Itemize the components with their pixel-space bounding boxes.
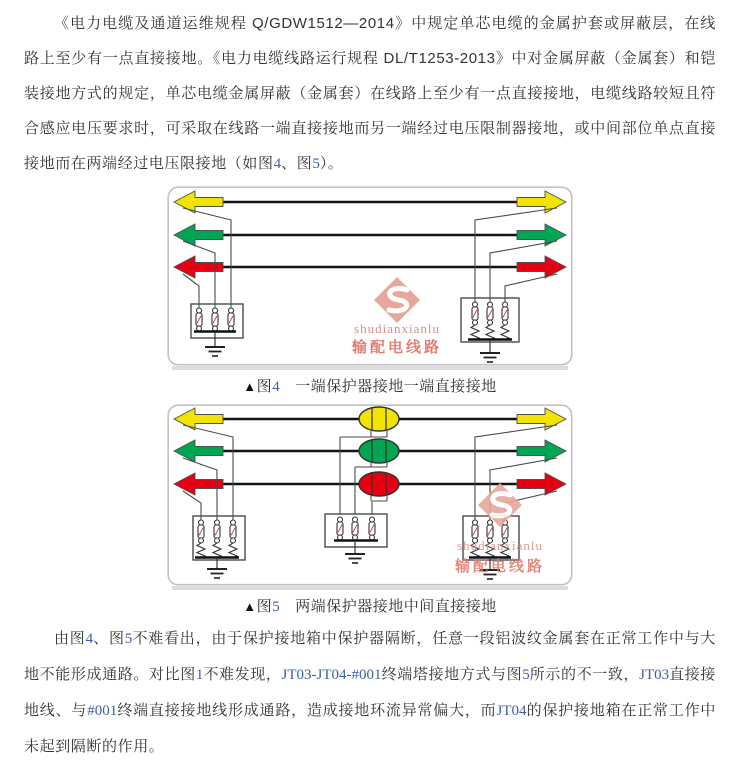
ground-link-icon — [212, 308, 218, 331]
figure-4 — [0, 186, 740, 399]
figure-5 — [0, 404, 740, 619]
caption-marker: ▲ — [243, 379, 257, 394]
figure-5-caption — [0, 595, 740, 619]
ground-link-icon — [196, 308, 202, 331]
ground-link-icon — [352, 517, 358, 540]
ground-link-icon — [369, 517, 375, 540]
paragraph-top: 《电力电缆及通道运维规程 Q/GDW1512—2014》中规定单芯电缆的金属护套或屏蔽层，在线路上至少有一点直接接地。《电力电缆线路运行规程 DL/T1253-2013》中对金属屏蔽（金属套）和铠装接地方式的规定，单芯电缆金属屏蔽（金属套）在线路上至少有一点直接接地，电缆线路较短且符合感应电压要求时，可采取在线路一端直接接地而另一端经过电压限制器接地，或中间部位单点直接接地而在两端经过电压限接地（如图4、图5）。 — [24, 15, 716, 172]
figure-bottom-strip — [172, 586, 568, 590]
watermark-text-cn: 输配电线路 — [351, 339, 443, 356]
figure-4-caption — [0, 375, 740, 399]
paragraph-bottom: 由图4、图5不难看出，由于保护接地箱中保护器隔断，任意一段铝波纹金属套在正常工作中与大地不能形成通路。对比图1不难发现，JT03-JT04-#001终端塔接地方式与图5所示的不一致，JT03直接接地线、与#001终端直接接地线形成通路，造成接地环流异常偏大，而JT04的保护接地箱在正常工作中未起到隔断的作用。 — [24, 630, 717, 755]
ground-link-icon — [337, 517, 343, 540]
watermark-text-en: shudianxianlu — [354, 321, 440, 336]
caption-text: 图5 两端保护器接地中间直接接地 — [256, 598, 497, 615]
watermark-text-en: shudianxianlu — [457, 538, 543, 553]
caption-text: 图4 一端保护器接地一端直接接地 — [256, 378, 497, 395]
figure-4-diagram — [167, 186, 573, 371]
figure-bottom-strip — [172, 366, 568, 370]
figure-5-diagram — [167, 404, 573, 591]
ground-link-icon — [228, 308, 234, 331]
watermark-text-cn: 输配电线路 — [454, 558, 546, 575]
caption-marker: ▲ — [243, 599, 257, 614]
